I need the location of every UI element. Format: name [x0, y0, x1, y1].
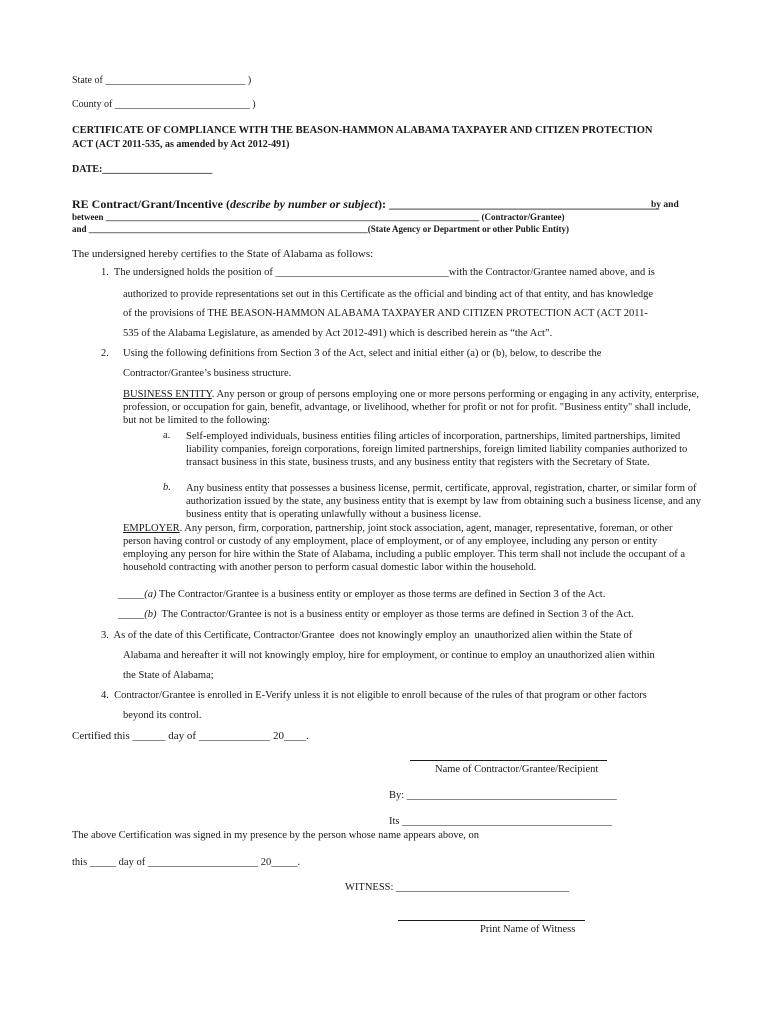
title-line-2: ACT (ACT 2011-535, as amended by Act 2012-491) [72, 139, 290, 150]
business-entity-definition [123, 388, 701, 427]
item-4-line-1: 4. Contractor/Grantee is enrolled in E-Verify unless it is not eligible to enroll because of the rules of that program or other factors [101, 690, 647, 701]
witness-date-line[interactable]: this _____ day of _____________________ 20_____. [72, 857, 301, 868]
presence-statement: The above Certification was signed in my presence by the person whose name appears above, on [72, 830, 480, 841]
by-signature-line[interactable]: By: ________________________________________ [389, 790, 617, 801]
employer-text: . Any person, firm, corporation, partnership, joint stock association, agent, manager, representative, foreman, or other person having control or custody of any employment, place of employment, or of any employee, including any person or entity employing any person for hire within the State of Alabama, including a public employer. This term shall not include the occupant of a household contracting with another person to perform casual domestic labor within the household. [123, 523, 686, 573]
contractor-name-signature-line[interactable] [410, 760, 607, 761]
item-1-line-2: authorized to provide representations set out in this Certificate as the official and binding act of that entity, and has knowledge [123, 289, 654, 300]
business-entity-term: BUSINESS ENTITY [123, 389, 212, 400]
re-italic: describe by number or subject [229, 197, 378, 211]
item-2-line-1: Using the following definitions from Section 3 of the Act, select and initial either (a) or (b), below, to describe the [123, 348, 602, 359]
date-line: DATE:______________________ [72, 164, 213, 175]
re-by-and: by and [651, 200, 679, 210]
option-a-initial-blank[interactable]: _____ [118, 589, 145, 600]
re-tail: ): _____________________________________________ [377, 197, 659, 211]
and-line: and ______________________________________________________________(State Agency or Department or other Public Entity) [72, 224, 569, 234]
county-line: County of ___________________________ ) [72, 99, 256, 110]
option-b [118, 609, 634, 620]
option-b-label: (b) [144, 609, 157, 620]
item-3-line-2: Alabama and hereafter it will not knowingly employ, hire for employment, or continue to employ an unauthorized alien within [123, 650, 655, 661]
witness-signature-line[interactable]: WITNESS: _________________________________ [345, 882, 570, 893]
sub-a-text: Self-employed individuals, business entities filing articles of incorporation, partnerships, limited partnerships, limited liability companies, foreign corporations, foreign limited partnerships, foreign limited liability companies authorized to transact business in this state, business trusts, and any business entity that registers with the Secretary of State. [186, 431, 688, 468]
employer-definition [123, 522, 701, 574]
sub-a-label: a. [163, 430, 171, 441]
item-1-line-1: 1. The undersigned holds the position of _________________________________with the Contractor/Grantee named above, and is [101, 267, 655, 278]
option-b-initial-blank[interactable]: _____ [118, 609, 145, 620]
re-line [72, 197, 659, 212]
title-line-1: CERTIFICATE OF COMPLIANCE WITH THE BEASON-HAMMON ALABAMA TAXPAYER AND CITIZEN PROTECTION [72, 125, 653, 136]
re-main: RE Contract/Grant/Incentive ( [72, 197, 230, 211]
item-1-line-4: 535 of the Alabama Legislature, as amended by Act 2012-491) which is described herein as “the Act”. [123, 328, 553, 339]
item-2-line-2: Contractor/Grantee’s business structure. [123, 368, 292, 379]
item-3-line-1: 3. As of the date of this Certificate, Contractor/Grantee does not knowingly employ an unauthorized alien within the State of [101, 630, 633, 641]
employer-term: EMPLOYER [123, 523, 180, 534]
print-name-label: Print Name of Witness [480, 924, 576, 935]
contractor-name-label: Name of Contractor/Grantee/Recipient [435, 764, 599, 775]
option-b-text: The Contractor/Grantee is not is a business entity or employer as those terms are defined in Section 3 of the Act. [156, 609, 634, 620]
intro-text: The undersigned hereby certifies to the State of Alabama as follows: [72, 248, 374, 260]
option-a-text: The Contractor/Grantee is a business entity or employer as those terms are defined in Section 3 of the Act. [156, 589, 606, 600]
business-entity-text: . Any person or group of persons employing one or more persons performing or engaging in any activity, enterprise, profession, or occupation for gain, benefit, advantage, or livelihood, whether for profit or not for profit. "Business entity" shall include, but not be limited to the following: [123, 389, 699, 426]
item-4-line-2: beyond its control. [123, 710, 202, 721]
its-title-line[interactable]: Its ________________________________________ [389, 816, 613, 827]
option-a [118, 589, 605, 600]
sub-b-text: Any business entity that possesses a business license, permit, certificate, approval, registration, charter, or similar form of authorization issued by the state, any business entity that is exempt by law from obtaining such a business license, and any business entity that is operating unlawfully without a business license. [186, 483, 701, 520]
state-line: State of ____________________________ ) [72, 75, 252, 86]
witness-print-name-line[interactable] [398, 920, 585, 921]
item-3-line-3: the State of Alabama; [123, 670, 214, 681]
item-1-line-3: of the provisions of THE BEASON-HAMMON ALABAMA TAXPAYER AND CITIZEN PROTECTION ACT (ACT 2011- [123, 308, 648, 319]
between-line: between ___________________________________________________________________________________ (Contractor/Grantee) [72, 212, 565, 222]
option-a-label: (a) [144, 589, 157, 600]
sub-b-label: b. [163, 482, 171, 493]
item-2-number: 2. [101, 348, 109, 359]
certified-date-line[interactable]: Certified this ______ day of _____________ 20____. [72, 730, 309, 742]
